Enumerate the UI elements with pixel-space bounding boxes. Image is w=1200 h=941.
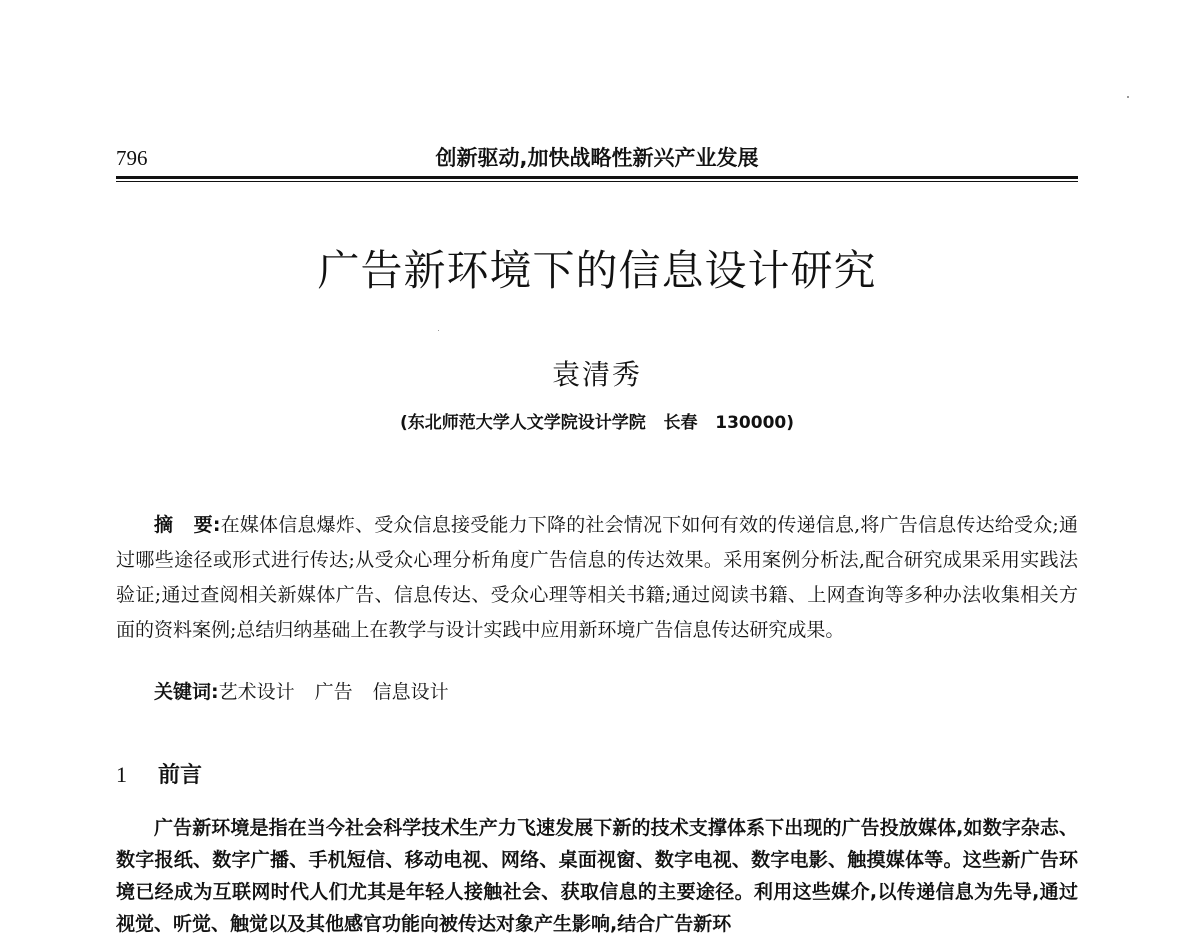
paper-title: 广告新环境下的信息设计研究 [317,246,877,295]
abstract-label: 摘 要: [154,514,221,536]
running-header [116,143,1078,175]
running-title: 创新驱动,加快战略性新兴产业发展 [435,146,759,170]
keyword-item: 信息设计 [372,681,449,703]
page-number: 796 [116,146,148,170]
keyword-item: 广告 [314,681,353,703]
author-affiliation: (东北师范大学人文学院设计学院 长春 130000) [399,413,795,433]
keywords-label: 关键词: [154,681,219,703]
abstract-text: 在媒体信息爆炸、受众信息接受能力下降的社会情况下如何有效的传递信息,将广告信息传达给受众;通过哪些途径或形式进行传达;从受众心理分析角度广告信息的传达效果。采用案例分析法,配合研究成果采用实践法验证;通过查阅相关新媒体广告、信息传达、受众心理等相关书籍;通过阅读书籍、上网查询等多种办法收集相关方面的资料案例;总结归纳基础上在教学与设计实践中应用新环境广告信息传达研究成果。 [116,514,1078,641]
author-name: 袁清秀 [551,358,642,391]
header-rule-thick [116,176,1078,179]
scan-speck [438,330,439,331]
section-title: 前言 [158,763,203,788]
header-rule-thin [116,181,1078,182]
abstract [116,508,1078,648]
keyword-item: 艺术设计 [218,681,295,703]
section-heading [116,758,202,793]
scan-speck [1127,96,1129,98]
section-body-paragraph: 广告新环境是指在当今社会科学技术生产力飞速发展下新的技术支撑体系下出现的广告投放媒体,如数字杂志、数字报纸、数字广播、手机短信、移动电视、网络、桌面视窗、数字电视、数字电影、触摸媒体等。这些新广告环境已经成为互联网时代人们尤其是年轻人接触社会、获取信息的主要途径。利用这些媒介,以传递信息为先导,通过视觉、听觉、触觉以及其他感官功能向被传达对象产生影响,结合广告新环 [116,817,1078,935]
section-number: 1 [116,762,127,787]
keywords [154,675,469,710]
